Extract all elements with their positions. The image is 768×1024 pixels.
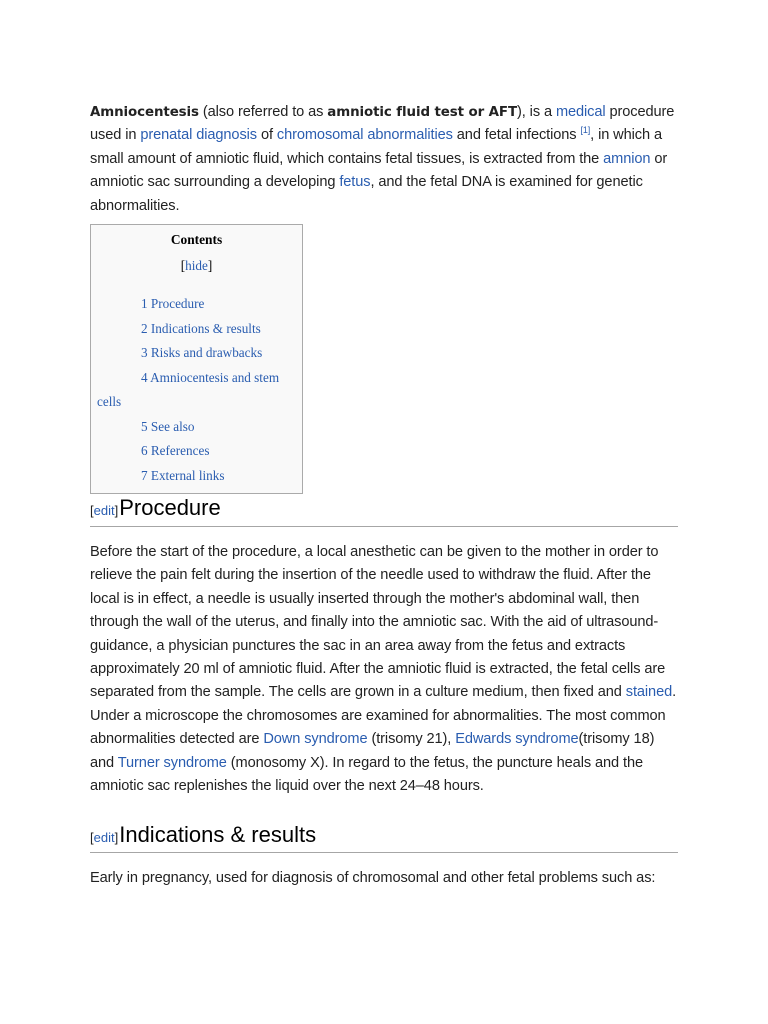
section-procedure — [90, 495, 678, 798]
intro-text: and fetal infections — [452, 127, 581, 144]
toc-title: Contents — [170, 232, 223, 247]
body-text: (trisomy 18) and — [90, 731, 655, 771]
bracket: [ — [180, 258, 186, 273]
link-edwards-syndrome[interactable]: Edwards syndrome — [455, 731, 579, 748]
intro-text: or amniotic sac surrounding a developing — [90, 150, 668, 191]
intro-text: (also referred to as — [198, 104, 328, 120]
link-chromosomal-abnormalities[interactable]: chromosomal abnormalities — [276, 127, 453, 144]
intro-text: , and the fetal DNA is examined for genetic abnormalities. — [90, 174, 643, 214]
toc-item-risks[interactable]: 3 Risks and drawbacks — [141, 345, 263, 361]
article-intro — [90, 101, 690, 218]
section-heading — [90, 495, 678, 527]
body-text: (monosomy X). In regard to the fetus, the puncture heals and the amniotic sac replenishes the liquid over the next 24–48 hours. — [90, 754, 643, 795]
link-amnion[interactable]: amnion — [603, 150, 651, 167]
intro-text: , in which a small amount of amniotic fluid, which contains fetal tissues, is extracted from the — [90, 127, 662, 167]
section-title: Indications & results — [119, 822, 317, 847]
toc-hide-link[interactable]: hide — [185, 258, 208, 273]
intro-text: procedure used in — [90, 104, 675, 144]
bracket: ] — [207, 258, 213, 273]
indications-paragraph: Early in pregnancy, used for diagnosis of chromosomal and other fetal problems such as: — [90, 870, 656, 886]
section-body — [90, 867, 678, 890]
bracket: [ — [90, 830, 94, 845]
intro-text: ), is a — [517, 104, 556, 120]
bracket: [ — [90, 503, 94, 518]
intro-paragraph — [90, 101, 690, 218]
toc-item-label: 4 Amniocentesis and stem — [141, 369, 280, 385]
toc-item-procedure[interactable]: 1 Procedure — [141, 296, 205, 311]
toc-list — [91, 295, 302, 492]
body-text: (trisomy 21), — [367, 731, 456, 748]
edit-link[interactable]: edit — [93, 503, 115, 518]
section-indications — [90, 822, 678, 890]
alias-bold: amniotic fluid test or AFT — [327, 105, 518, 120]
procedure-paragraph — [90, 541, 678, 798]
intro-text: of — [256, 127, 277, 144]
edit-bracket — [90, 830, 118, 845]
link-turner-syndrome[interactable]: Turner syndrome — [117, 754, 227, 771]
toc-item-references[interactable]: 6 References — [141, 443, 210, 459]
link-down-syndrome[interactable]: Down syndrome — [263, 731, 368, 748]
toc-toggle — [91, 258, 302, 274]
section-body — [90, 541, 678, 798]
term-bold: Amniocentesis — [90, 105, 199, 120]
toc-item-see-also[interactable]: 5 See also — [141, 418, 195, 434]
link-fetus[interactable]: fetus — [339, 174, 371, 191]
bracket: ] — [114, 830, 119, 845]
edit-bracket — [90, 503, 118, 518]
body-text: Before the start of the procedure, a local anesthetic can be given to the mother in order to relieve the pain felt during the insertion of the needle used to withdraw the fluid. After the local is in effect, a needle is usually inserted through the mother's abdominal wall, then through the wall of the uterus, and finally into the amniotic sac. With the aid of ultrasound-guidance, a physician punctures the sac in an area away from the fetus and extracts approximately 20 ml of amniotic fluid. After the amniotic fluid is extracted, the fetal cells are separated from the sample. The cells are grown in a culture medium, then fixed and — [90, 544, 666, 701]
bracket: ] — [114, 503, 119, 518]
citation-link[interactable]: [1] — [580, 125, 591, 136]
toc-item-label-wrap: cells — [97, 393, 122, 409]
section-title: Procedure — [119, 495, 221, 520]
body-text: . Under a microscope the chromosomes are examined for abnormalities. The most common abnormalities detected are — [90, 684, 677, 748]
link-prenatal-diagnosis[interactable]: prenatal diagnosis — [140, 127, 257, 144]
toc-item-indications[interactable]: 2 Indications & results — [141, 320, 261, 336]
edit-link[interactable]: edit — [93, 830, 115, 845]
table-of-contents — [90, 224, 303, 494]
toc-item-stem-cells[interactable] — [97, 369, 302, 418]
link-stained[interactable]: stained — [625, 684, 673, 701]
section-heading — [90, 822, 678, 853]
link-medical[interactable]: medical — [555, 104, 606, 120]
toc-item-external-links[interactable]: 7 External links — [141, 467, 225, 483]
